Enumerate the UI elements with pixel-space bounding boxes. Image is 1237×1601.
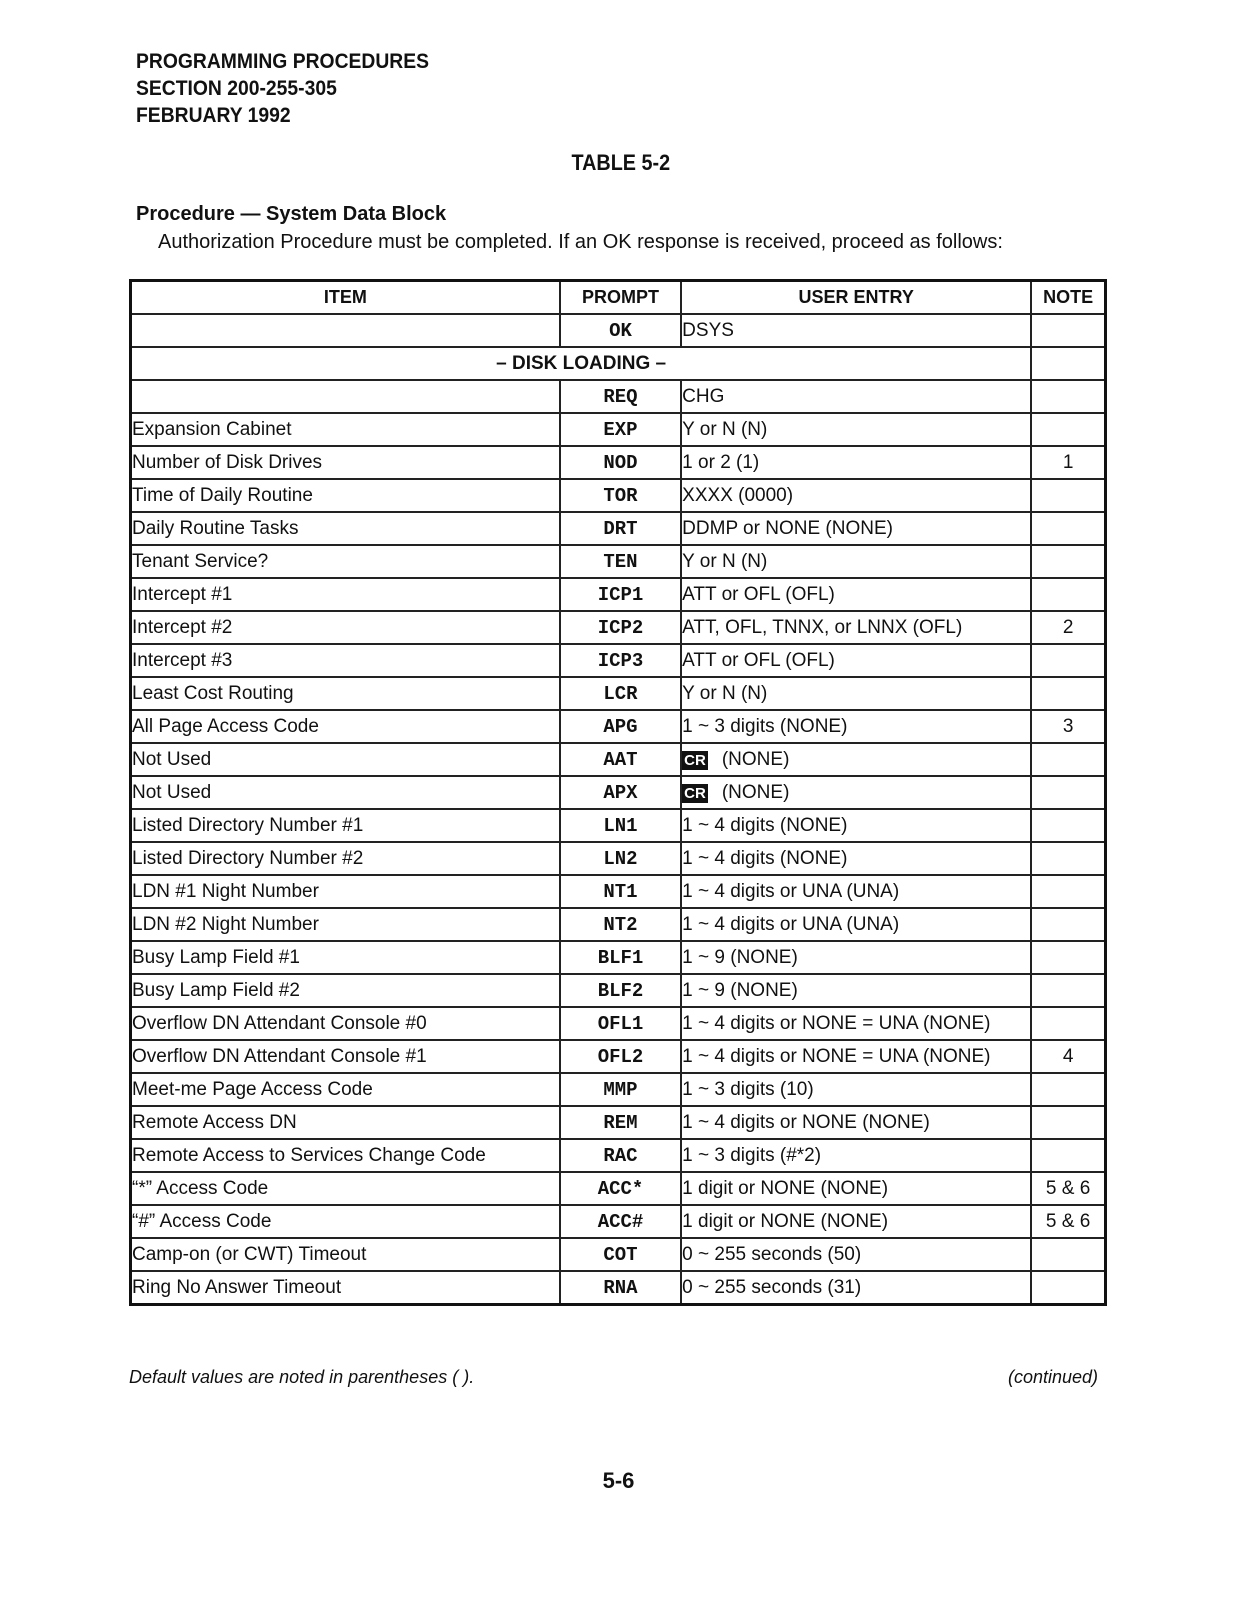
- procedure-description: Authorization Procedure must be completed. If an OK response is received, proceed as follows:: [158, 231, 1003, 253]
- note-cell: [1031, 1007, 1105, 1040]
- prompt-cell: OFL1: [560, 1007, 681, 1040]
- note-cell: [1031, 1139, 1105, 1172]
- table-row: [131, 1172, 1106, 1205]
- note-cell: [1031, 644, 1105, 677]
- table-row: [131, 578, 1106, 611]
- prompt-cell: DRT: [560, 512, 681, 545]
- prompt-cell: EXP: [560, 413, 681, 446]
- page-number: 5-6: [602, 1468, 635, 1493]
- user-entry-text: 1 ~ 4 digits or NONE = UNA (NONE): [682, 1045, 991, 1067]
- user-entry-text: Y or N (N): [682, 550, 768, 572]
- note-cell: [1031, 743, 1105, 776]
- prompt-cell: ACC*: [560, 1172, 681, 1205]
- user-entry-text: XXXX (0000): [682, 484, 794, 506]
- item-cell: Not Used: [131, 743, 560, 776]
- user-entry-cell: [681, 644, 1031, 677]
- note-cell: [1031, 1106, 1105, 1139]
- table-row: [131, 1007, 1106, 1040]
- user-entry-text: Y or N (N): [682, 682, 768, 704]
- table-row: [131, 941, 1106, 974]
- item-cell: Time of Daily Routine: [131, 479, 560, 512]
- prompt-cell: ICP3: [560, 644, 681, 677]
- note-cell: [1031, 545, 1105, 578]
- procedure-title: Procedure — System Data Block: [136, 203, 447, 225]
- item-cell: Overflow DN Attendant Console #0: [131, 1007, 560, 1040]
- item-cell: Busy Lamp Field #1: [131, 941, 560, 974]
- prompt-cell: ACC#: [560, 1205, 681, 1238]
- note-cell: 4: [1031, 1040, 1105, 1073]
- table-row: [131, 1040, 1106, 1073]
- user-entry-cell: [681, 578, 1031, 611]
- prompt-cell: LCR: [560, 677, 681, 710]
- note-cell: [1031, 941, 1105, 974]
- user-entry-text: CHG: [682, 385, 725, 407]
- note-cell: [1031, 413, 1105, 446]
- user-entry-cell: [681, 974, 1031, 1007]
- user-entry-cell: [681, 1271, 1031, 1305]
- table-title: TABLE 5-2: [571, 150, 671, 175]
- user-entry-text: 0 ~ 255 seconds (31): [682, 1276, 862, 1298]
- section-note-cell: [1031, 347, 1105, 380]
- user-entry-cell: [681, 1139, 1031, 1172]
- user-entry-cell: [681, 446, 1031, 479]
- user-entry-cell: [681, 875, 1031, 908]
- user-entry-text: 1 ~ 3 digits (10): [682, 1078, 814, 1100]
- item-cell: Remote Access to Services Change Code: [131, 1139, 560, 1172]
- prompt-cell: RNA: [560, 1271, 681, 1305]
- note-cell: [1031, 974, 1105, 1007]
- item-cell: Listed Directory Number #1: [131, 809, 560, 842]
- note-cell: [1031, 512, 1105, 545]
- table-row: [131, 1106, 1106, 1139]
- table-row: [131, 413, 1106, 446]
- user-entry-text: 1 digit or NONE (NONE): [682, 1177, 889, 1199]
- note-cell: 3: [1031, 710, 1105, 743]
- user-entry-cell: [681, 1040, 1031, 1073]
- prompt-cell: LN1: [560, 809, 681, 842]
- user-entry-text: 1 ~ 3 digits (NONE): [682, 715, 848, 737]
- table-body: [131, 314, 1106, 1305]
- table-row: [131, 644, 1106, 677]
- user-entry-text: Y or N (N): [682, 418, 768, 440]
- user-entry-text: 1 ~ 4 digits or NONE (NONE): [682, 1111, 930, 1133]
- user-entry-cell: [681, 380, 1031, 413]
- item-cell: Intercept #3: [131, 644, 560, 677]
- prompt-cell: OFL2: [560, 1040, 681, 1073]
- table-row: [131, 842, 1106, 875]
- item-cell: Intercept #2: [131, 611, 560, 644]
- prompt-cell: REQ: [560, 380, 681, 413]
- user-entry-cell: [681, 611, 1031, 644]
- user-entry-text: DDMP or NONE (NONE): [682, 517, 893, 539]
- user-entry-text: 1 ~ 4 digits or UNA (UNA): [682, 880, 900, 902]
- prompt-cell: MMP: [560, 1073, 681, 1106]
- item-cell: [131, 314, 560, 347]
- item-cell: Camp-on (or CWT) Timeout: [131, 1238, 560, 1271]
- note-cell: [1031, 578, 1105, 611]
- user-entry-text: 1 ~ 4 digits (NONE): [682, 847, 848, 869]
- header-line-2: SECTION 200-255-305: [136, 77, 337, 100]
- note-cell: [1031, 380, 1105, 413]
- item-cell: Tenant Service?: [131, 545, 560, 578]
- user-entry-text: DSYS: [682, 319, 734, 341]
- user-entry-text: 1 ~ 3 digits (#*2): [682, 1144, 822, 1166]
- prompt-cell: REM: [560, 1106, 681, 1139]
- user-entry-cell: [681, 512, 1031, 545]
- item-cell: LDN #1 Night Number: [131, 875, 560, 908]
- table-row: [131, 1271, 1106, 1305]
- table-row: [131, 314, 1106, 347]
- prompt-cell: NT1: [560, 875, 681, 908]
- prompt-cell: TOR: [560, 479, 681, 512]
- user-entry-cell: [681, 776, 1031, 809]
- user-entry-text: ATT or OFL (OFL): [682, 583, 835, 605]
- table-row: [131, 512, 1106, 545]
- carriage-return-key-icon: CR: [684, 784, 706, 802]
- note-cell: [1031, 1271, 1105, 1305]
- table-row: [131, 1205, 1106, 1238]
- user-entry-text: 1 ~ 9 (NONE): [682, 979, 798, 1001]
- item-cell: Overflow DN Attendant Console #1: [131, 1040, 560, 1073]
- prompt-cell: OK: [560, 314, 681, 347]
- user-entry-text: ATT, OFL, TNNX, or LNNX (OFL): [682, 616, 963, 638]
- item-cell: “#” Access Code: [131, 1205, 560, 1238]
- table-row: [131, 545, 1106, 578]
- table-row: [131, 1238, 1106, 1271]
- note-cell: [1031, 479, 1105, 512]
- user-entry-cell: [681, 809, 1031, 842]
- user-entry-cell: [681, 1106, 1031, 1139]
- note-cell: [1031, 842, 1105, 875]
- footer-note: Default values are noted in parentheses ( ).: [129, 1367, 475, 1387]
- prompt-cell: AAT: [560, 743, 681, 776]
- table-row: [131, 908, 1106, 941]
- item-cell: Not Used: [131, 776, 560, 809]
- table-row: [131, 611, 1106, 644]
- note-cell: [1031, 776, 1105, 809]
- item-cell: Least Cost Routing: [131, 677, 560, 710]
- prompt-cell: COT: [560, 1238, 681, 1271]
- user-entry-text: 1 or 2 (1): [682, 451, 760, 473]
- table-row: [131, 1073, 1106, 1106]
- user-entry-cell: [681, 743, 1031, 776]
- column-header-prompt: PROMPT: [560, 281, 681, 315]
- note-cell: 5 & 6: [1031, 1205, 1105, 1238]
- user-entry-cell: [681, 314, 1031, 347]
- user-entry-cell: [681, 479, 1031, 512]
- note-cell: [1031, 809, 1105, 842]
- user-entry-text: ATT or OFL (OFL): [682, 649, 835, 671]
- table-row: [131, 710, 1106, 743]
- header-line-3: FEBRUARY 1992: [136, 104, 291, 127]
- prompt-cell: APG: [560, 710, 681, 743]
- item-cell: Remote Access DN: [131, 1106, 560, 1139]
- column-header-item: ITEM: [131, 281, 560, 315]
- prompt-cell: NOD: [560, 446, 681, 479]
- item-cell: All Page Access Code: [131, 710, 560, 743]
- user-entry-text: 1 ~ 9 (NONE): [682, 946, 798, 968]
- table-title-wrap: [0, 150, 1237, 176]
- carriage-return-key-icon: CR: [684, 751, 706, 769]
- prompt-cell: ICP1: [560, 578, 681, 611]
- table-row: [131, 479, 1106, 512]
- user-entry-cell: [681, 677, 1031, 710]
- table-row: [131, 974, 1106, 1007]
- user-entry-cell: [681, 710, 1031, 743]
- item-cell: Intercept #1: [131, 578, 560, 611]
- user-entry-text: (NONE): [721, 781, 790, 803]
- table-row: [131, 743, 1106, 776]
- table-row: [131, 1139, 1106, 1172]
- prompt-cell: ICP2: [560, 611, 681, 644]
- footer-continued: (continued): [1008, 1367, 1099, 1387]
- user-entry-cell: [681, 941, 1031, 974]
- user-entry-cell: [681, 1007, 1031, 1040]
- header-line-1: PROGRAMMING PROCEDURES: [136, 50, 430, 73]
- item-cell: Expansion Cabinet: [131, 413, 560, 446]
- item-cell: Daily Routine Tasks: [131, 512, 560, 545]
- user-entry-text: 1 ~ 4 digits (NONE): [682, 814, 848, 836]
- system-data-block-table: [129, 279, 1107, 1306]
- column-header-user-entry: USER ENTRY: [681, 281, 1031, 315]
- column-header-note: NOTE: [1031, 281, 1105, 315]
- user-entry-cell: [681, 1172, 1031, 1205]
- prompt-cell: LN2: [560, 842, 681, 875]
- prompt-cell: RAC: [560, 1139, 681, 1172]
- item-cell: Busy Lamp Field #2: [131, 974, 560, 1007]
- item-cell: Listed Directory Number #2: [131, 842, 560, 875]
- prompt-cell: APX: [560, 776, 681, 809]
- item-cell: “*” Access Code: [131, 1172, 560, 1205]
- prompt-cell: BLF1: [560, 941, 681, 974]
- table-row: [131, 446, 1106, 479]
- item-cell: Meet-me Page Access Code: [131, 1073, 560, 1106]
- table-row: [131, 809, 1106, 842]
- item-cell: LDN #2 Night Number: [131, 908, 560, 941]
- user-entry-cell: [681, 1073, 1031, 1106]
- note-cell: [1031, 875, 1105, 908]
- user-entry-cell: [681, 413, 1031, 446]
- user-entry-cell: [681, 1238, 1031, 1271]
- item-cell: Number of Disk Drives: [131, 446, 560, 479]
- document-header: [136, 48, 429, 129]
- section-row: [131, 347, 1106, 380]
- prompt-cell: TEN: [560, 545, 681, 578]
- table-row: [131, 677, 1106, 710]
- table-row: [131, 875, 1106, 908]
- item-cell: Ring No Answer Timeout: [131, 1271, 560, 1305]
- prompt-cell: NT2: [560, 908, 681, 941]
- user-entry-cell: [681, 1205, 1031, 1238]
- user-entry-cell: [681, 908, 1031, 941]
- user-entry-text: (NONE): [721, 748, 790, 770]
- user-entry-cell: [681, 842, 1031, 875]
- note-cell: 1: [1031, 446, 1105, 479]
- note-cell: 5 & 6: [1031, 1172, 1105, 1205]
- user-entry-cell: [681, 545, 1031, 578]
- table-row: [131, 776, 1106, 809]
- note-cell: [1031, 908, 1105, 941]
- note-cell: [1031, 1073, 1105, 1106]
- user-entry-text: 0 ~ 255 seconds (50): [682, 1243, 862, 1265]
- note-cell: [1031, 1238, 1105, 1271]
- section-label: – DISK LOADING –: [131, 347, 1032, 380]
- table-header-row: [131, 281, 1106, 315]
- note-cell: [1031, 677, 1105, 710]
- note-cell: 2: [1031, 611, 1105, 644]
- user-entry-text: 1 ~ 4 digits or NONE = UNA (NONE): [682, 1012, 991, 1034]
- item-cell: [131, 380, 560, 413]
- note-cell: [1031, 314, 1105, 347]
- table-row: [131, 380, 1106, 413]
- prompt-cell: BLF2: [560, 974, 681, 1007]
- user-entry-text: 1 digit or NONE (NONE): [682, 1210, 889, 1232]
- user-entry-text: 1 ~ 4 digits or UNA (UNA): [682, 913, 900, 935]
